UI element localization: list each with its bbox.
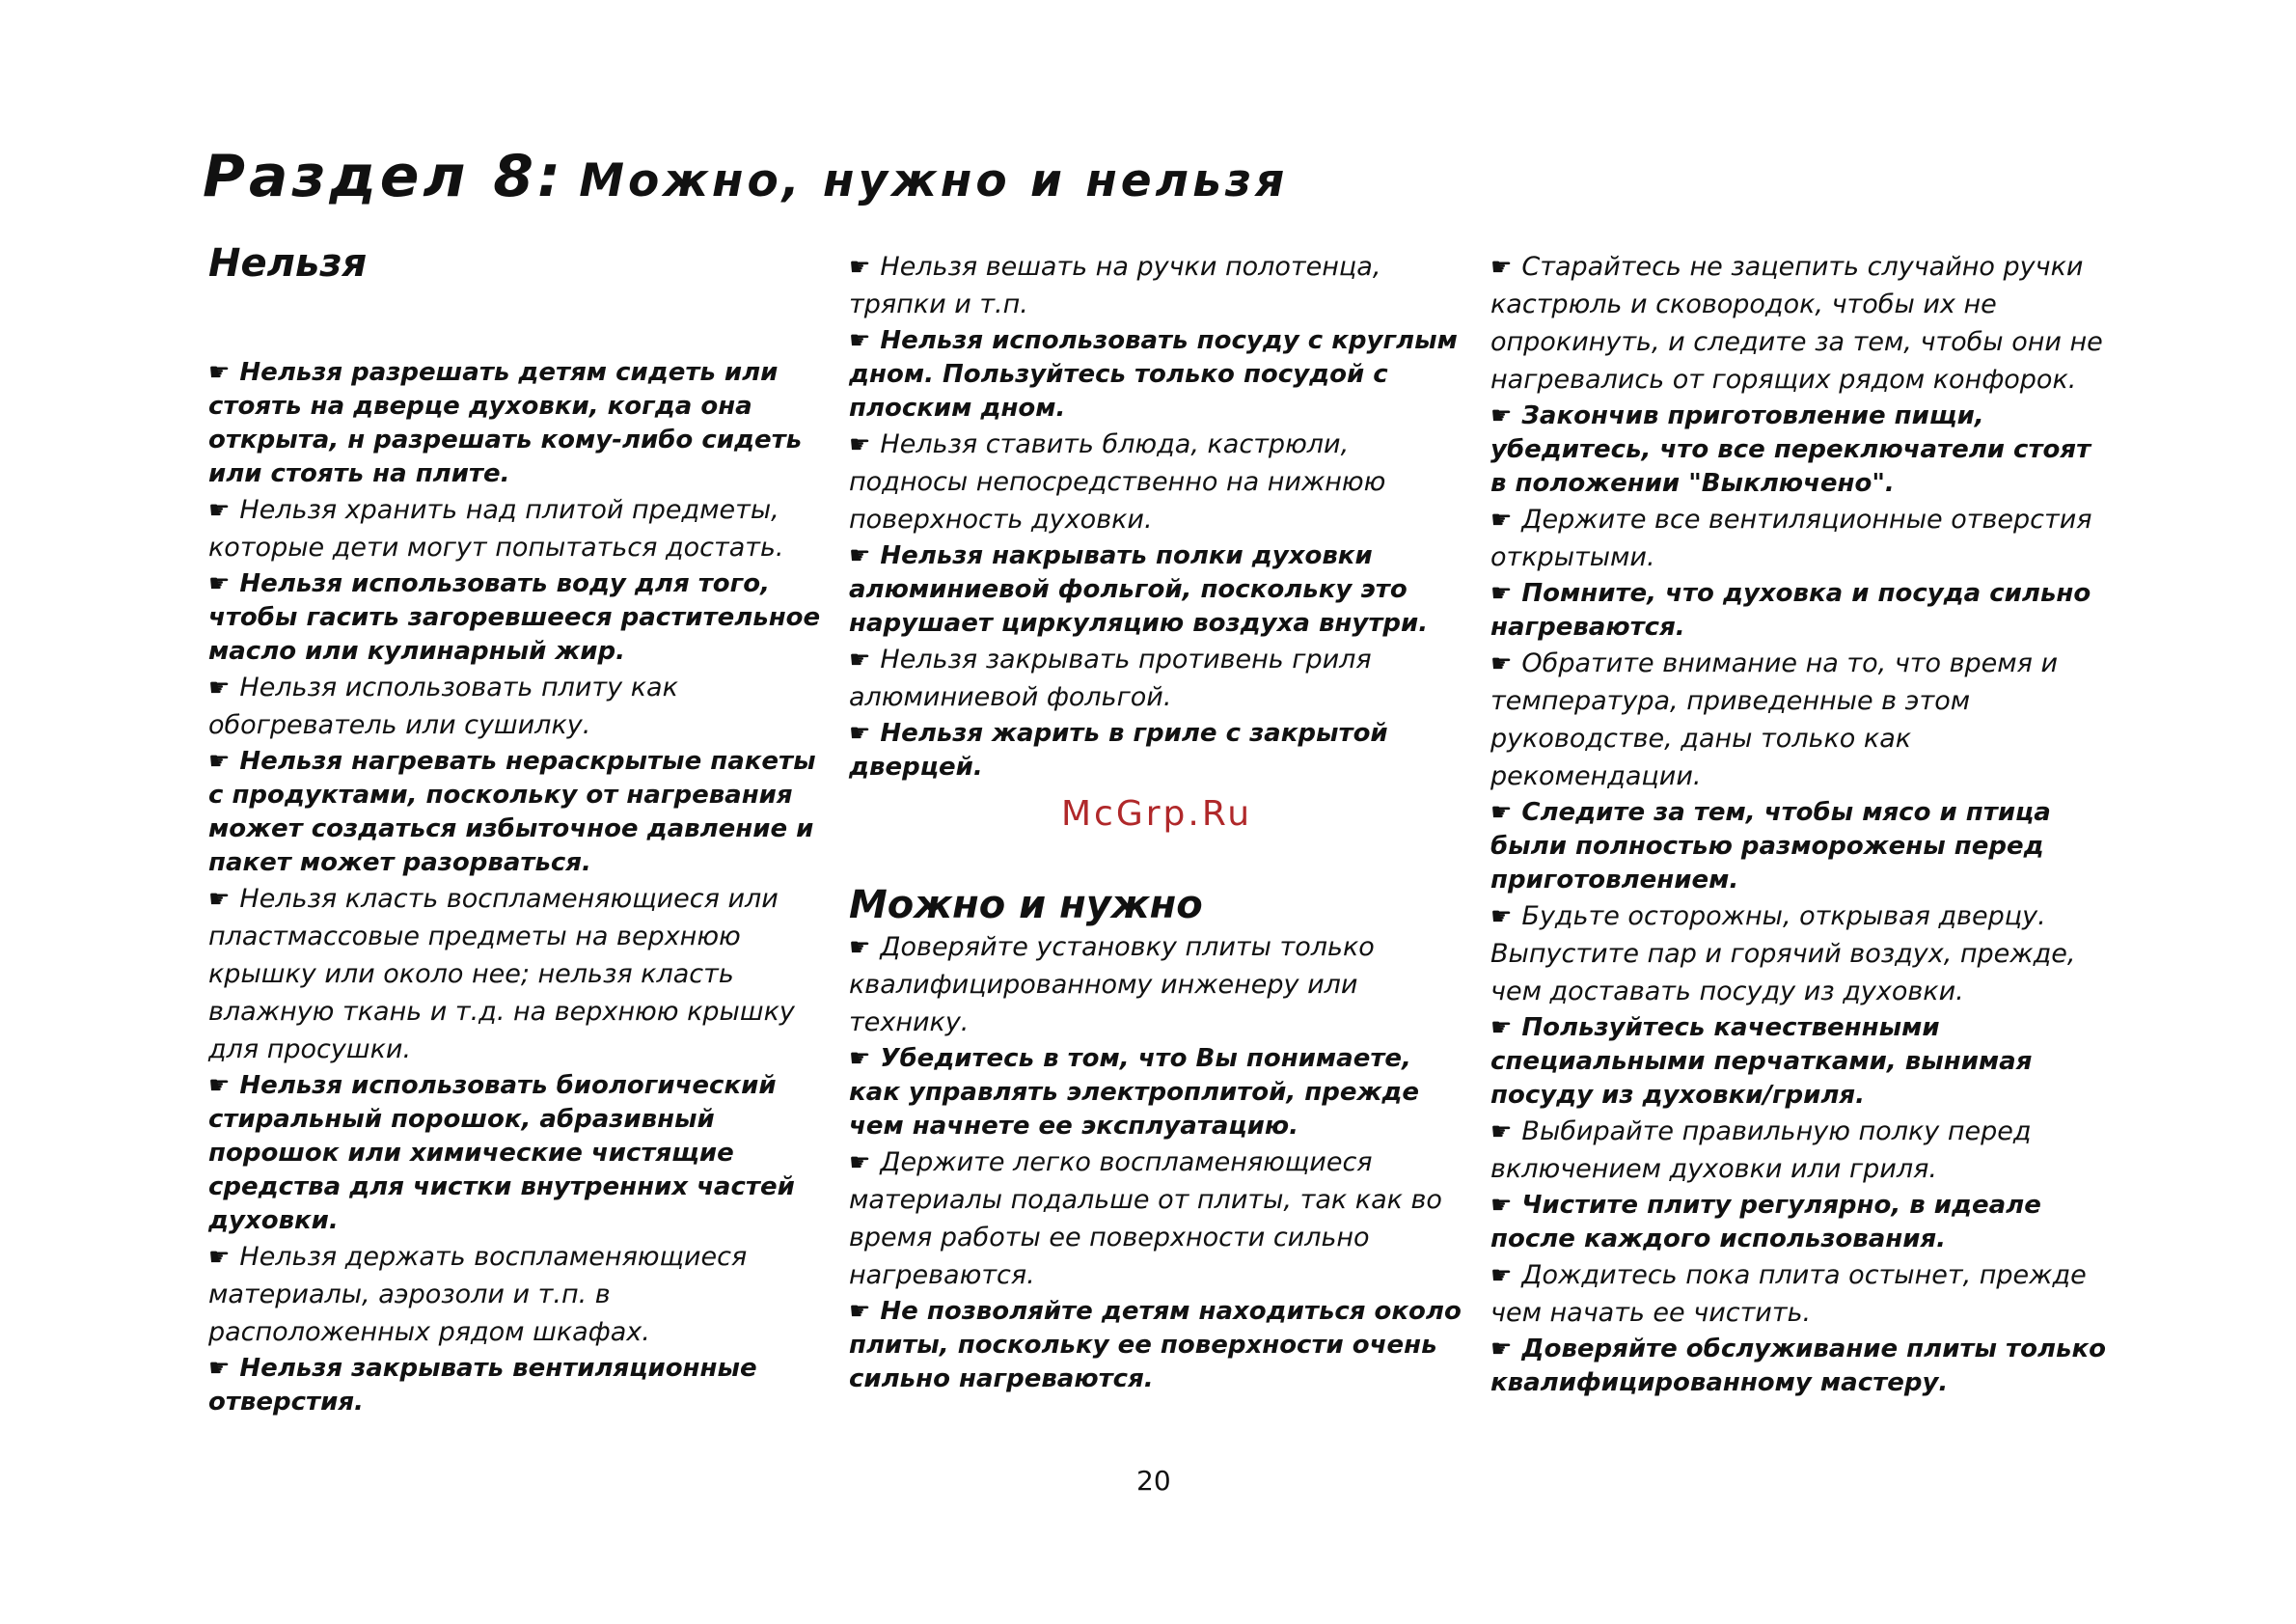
list-item-text: Доверяйте обслуживание плиты только квалифицированному мастеру. xyxy=(1490,1335,2106,1397)
list-item-text: Нельзя класть воспламеняющиеся или пластмассовые предметы на верхнюю крышку или около нее; нельзя класть влажную ткань и т.д. на верхнюю крышку для просушки. xyxy=(208,884,795,1064)
heading-nelzya: Нельзя xyxy=(208,241,368,286)
list-item xyxy=(1490,399,2108,501)
list-item-text: Нельзя закрывать вентиляционные отверстия. xyxy=(208,1354,757,1417)
list-item xyxy=(208,1351,826,1419)
pointing-hand-icon: ☛ xyxy=(1490,1261,1513,1289)
pointing-hand-icon: ☛ xyxy=(208,358,231,386)
list-item xyxy=(849,641,1466,716)
list-item-text: Нельзя разрешать детям сидеть или стоять на дверце духовки, когда она открыта, н разрешать кому-либо сидеть или стоять на плите. xyxy=(208,358,803,488)
list-item xyxy=(1490,645,2108,795)
list-item-text: Помните, что духовка и посуда сильно нагреваются. xyxy=(1490,579,2091,642)
list-item xyxy=(1490,501,2108,576)
watermark-text: McGrp.Ru xyxy=(1061,794,1253,834)
pointing-hand-icon: ☛ xyxy=(208,885,231,913)
list-item xyxy=(849,928,1466,1041)
pointing-hand-icon: ☛ xyxy=(208,747,231,775)
list-item-text: Дождитесь пока плита остынет, прежде чем начать ее чистить. xyxy=(1490,1260,2087,1328)
list-item xyxy=(1490,1332,2108,1400)
list-item-text: Доверяйте установку плиты только квалифицированному инженеру или технику. xyxy=(849,932,1375,1037)
pointing-hand-icon: ☛ xyxy=(208,496,231,524)
heading-mozhno-i-nuzhno: Можно и нужно xyxy=(849,883,1203,927)
list-item-text: Держите все вентиляционные отверстия открытыми. xyxy=(1490,505,2092,572)
list-item-text: Убедитесь в том, что Вы понимаете, как управлять электроплитой, прежде чем начнете ее эксплуатацию. xyxy=(849,1044,1420,1141)
pointing-hand-icon: ☛ xyxy=(849,1148,871,1176)
section-number: Раздел 8: xyxy=(203,143,565,210)
list-nelzya xyxy=(208,355,826,1419)
list-item-text: Закончив приготовление пищи, убедитесь, что все переключатели стоят в положении "Выключено". xyxy=(1490,401,2091,498)
list-item xyxy=(208,355,826,491)
list-item xyxy=(849,323,1466,426)
pointing-hand-icon: ☛ xyxy=(1490,649,1513,677)
pointing-hand-icon: ☛ xyxy=(208,674,231,702)
page-number: 20 xyxy=(1136,1465,1171,1497)
list-item-text: Нельзя использовать плиту как обогреватель или сушилку. xyxy=(208,673,678,740)
list-item-text: Нельзя закрывать противень гриля алюминиевой фольгой. xyxy=(849,645,1372,712)
list-nelzya-continued xyxy=(849,248,1466,784)
list-mozhno-i-nuzhno-continued xyxy=(1490,248,2108,1400)
pointing-hand-icon: ☛ xyxy=(208,569,231,597)
pointing-hand-icon: ☛ xyxy=(849,719,871,747)
pointing-hand-icon: ☛ xyxy=(1490,506,1513,534)
list-item-text: Нельзя держать воспламеняющиеся материалы, аэрозоли и т.п. в расположенных рядом шкафах. xyxy=(208,1242,748,1347)
list-item xyxy=(208,566,826,669)
list-item-text: Нельзя хранить над плитой предметы, которые дети могут попытаться достать. xyxy=(208,495,784,563)
list-item-text: Нельзя использовать посуду с круглым дном. Пользуйтесь только посудой с плоским дном. xyxy=(849,326,1458,423)
list-item-text: Нельзя ставить блюда, кастрюли, подносы непосредственно на нижнюю поверхность духовки. xyxy=(849,429,1386,535)
list-item xyxy=(849,716,1466,784)
pointing-hand-icon: ☛ xyxy=(1490,253,1513,281)
list-item-text: Следите за тем, чтобы мясо и птица были полностью разморожены перед приготовлением. xyxy=(1490,798,2051,895)
list-item-text: Не позволяйте детям находиться около плиты, поскольку ее поверхности очень сильно нагреваются. xyxy=(849,1297,1462,1393)
list-item xyxy=(849,538,1466,641)
list-item xyxy=(208,491,826,566)
pointing-hand-icon: ☛ xyxy=(849,1297,871,1325)
list-item xyxy=(1490,897,2108,1010)
pointing-hand-icon: ☛ xyxy=(1490,1191,1513,1219)
list-item xyxy=(849,1041,1466,1143)
list-item-text: Будьте осторожны, открывая дверцу. Выпустите пар и горячий воздух, прежде, чем доставать посуду из духовки. xyxy=(1490,901,2076,1006)
list-item-text: Нельзя нагревать нераскрытые пакеты с продуктами, поскольку от нагревания может создаться избыточное давление и пакет может разорваться. xyxy=(208,747,816,877)
pointing-hand-icon: ☛ xyxy=(1490,579,1513,607)
list-item xyxy=(849,1294,1466,1396)
pointing-hand-icon: ☛ xyxy=(849,541,871,569)
pointing-hand-icon: ☛ xyxy=(1490,1335,1513,1363)
list-item-text: Пользуйтесь качественными специальными перчатками, вынимая посуду из духовки/гриля. xyxy=(1490,1013,2033,1110)
list-item xyxy=(208,1068,826,1238)
pointing-hand-icon: ☛ xyxy=(849,933,871,961)
list-item xyxy=(208,880,826,1068)
pointing-hand-icon: ☛ xyxy=(1490,798,1513,826)
pointing-hand-icon: ☛ xyxy=(849,1044,871,1072)
list-item-text: Старайтесь не зацепить случайно ручки кастрюль и сковородок, чтобы их не опрокинуть, и следите за тем, чтобы они не нагревались от горящих рядом конфорок. xyxy=(1490,252,2103,395)
pointing-hand-icon: ☛ xyxy=(1490,1117,1513,1145)
list-item xyxy=(1490,576,2108,645)
list-item xyxy=(1490,1256,2108,1332)
list-item xyxy=(1490,1188,2108,1256)
pointing-hand-icon: ☛ xyxy=(208,1354,231,1382)
section-title: Можно, нужно и нельзя xyxy=(579,154,1289,207)
list-item-text: Нельзя жарить в гриле с закрытой дверцей. xyxy=(849,719,1388,782)
page-title xyxy=(203,143,1288,210)
pointing-hand-icon: ☛ xyxy=(849,253,871,281)
list-item-text: Выбирайте правильную полку перед включением духовки или гриля. xyxy=(1490,1116,2032,1184)
list-item xyxy=(1490,1010,2108,1113)
pointing-hand-icon: ☛ xyxy=(208,1071,231,1099)
list-item xyxy=(208,669,826,744)
pointing-hand-icon: ☛ xyxy=(849,326,871,354)
pointing-hand-icon: ☛ xyxy=(208,1243,231,1271)
list-mozhno-i-nuzhno xyxy=(849,928,1466,1396)
pointing-hand-icon: ☛ xyxy=(1490,1013,1513,1041)
list-item-text: Обратите внимание на то, что время и температура, приведенные в этом руководстве, даны только как рекомендации. xyxy=(1490,648,2059,791)
pointing-hand-icon: ☛ xyxy=(1490,902,1513,930)
list-item xyxy=(1490,1113,2108,1188)
pointing-hand-icon: ☛ xyxy=(849,646,871,674)
list-item-text: Чистите плиту регулярно, в идеале после каждого использования. xyxy=(1490,1191,2041,1253)
list-item xyxy=(1490,795,2108,897)
list-item-text: Нельзя вешать на ручки полотенца, тряпки и т.п. xyxy=(849,252,1381,319)
list-item xyxy=(849,426,1466,538)
list-item xyxy=(849,248,1466,323)
pointing-hand-icon: ☛ xyxy=(849,430,871,458)
list-item-text: Нельзя накрывать полки духовки алюминиевой фольгой, поскольку это нарушает циркуляцию воздуха внутри. xyxy=(849,541,1429,638)
list-item xyxy=(849,1143,1466,1294)
list-item xyxy=(208,744,826,880)
list-item xyxy=(1490,248,2108,399)
list-item-text: Нельзя использовать биологический стиральный порошок, абразивный порошок или химические чистящие средства для чистки внутренних частей духовки. xyxy=(208,1071,795,1235)
pointing-hand-icon: ☛ xyxy=(1490,401,1513,429)
list-item-text: Держите легко воспламеняющиеся материалы подальше от плиты, так как во время работы ее поверхности сильно нагреваются. xyxy=(849,1147,1442,1290)
list-item xyxy=(208,1238,826,1351)
list-item-text: Нельзя использовать воду для того, чтобы гасить загоревшееся растительное масло или кулинарный жир. xyxy=(208,569,821,666)
